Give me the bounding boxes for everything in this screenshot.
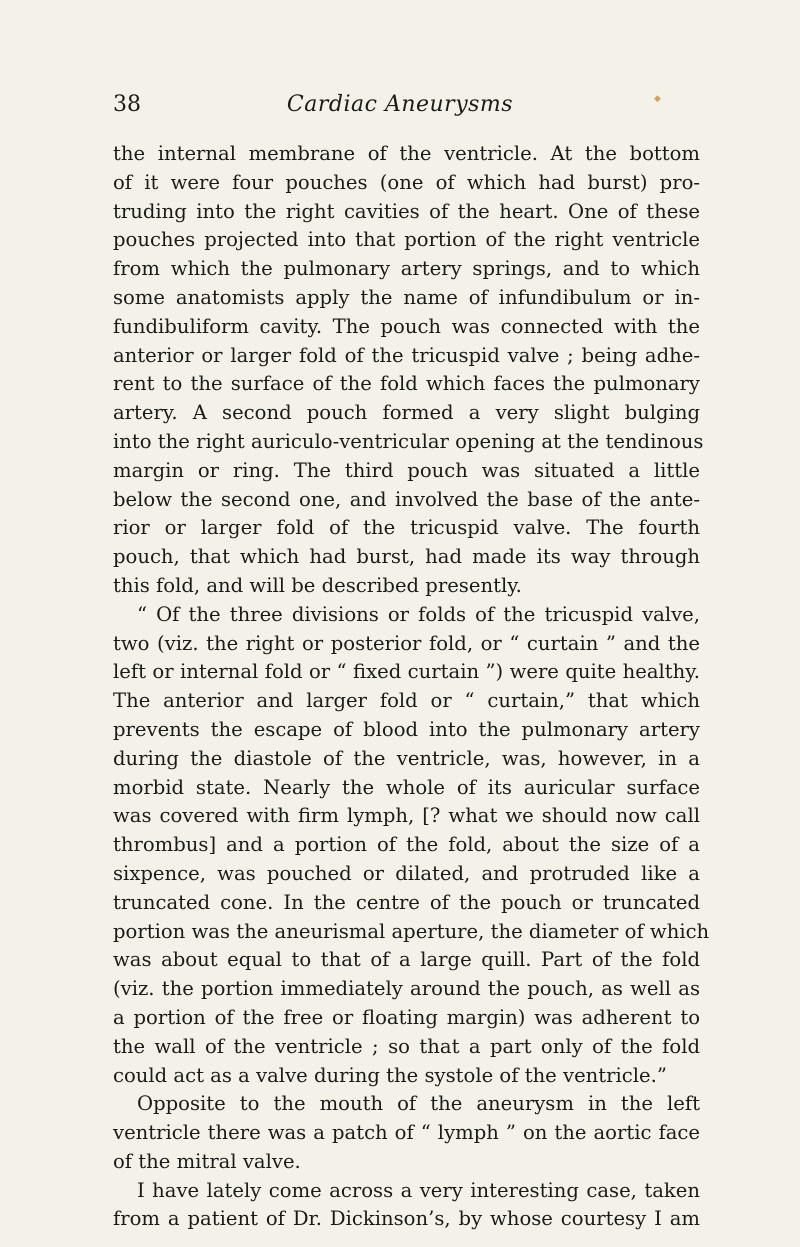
text-line: anterior or larger fold of the tricuspid valve ; being adhe- [113, 343, 700, 367]
ink-speck-mark: ◆ [654, 94, 661, 104]
text-line: was covered with firm lymph, [? what we should now call [113, 804, 700, 828]
text-line: margin or ring. The third pouch was situated a little [113, 458, 700, 482]
text-line: (viz. the portion immediately around the pouch, as well as [113, 977, 700, 1001]
text-line: fundibuliform cavity. The pouch was connected with the [113, 314, 700, 338]
text-line: portion was the aneurismal aperture, the diameter of which [113, 919, 710, 943]
text-line: into the right auriculo-ventricular opening at the tendinous [113, 429, 704, 453]
text-line: truding into the right cavities of the heart. One of these [113, 199, 700, 223]
text-line: of the mitral valve. [113, 1149, 301, 1173]
text-line: some anatomists apply the name of infundibulum or in- [113, 285, 700, 309]
running-title: Cardiac Aneurysms [286, 92, 514, 117]
text-line: this fold, and will be described presently. [113, 573, 522, 597]
text-line: “ Of the three divisions or folds of the tricuspid valve, [137, 602, 700, 626]
text-line: The anterior and larger fold or “ curtain,” that which [113, 689, 700, 713]
text-line: from a patient of Dr. Dickinson’s, by whose courtesy I am [113, 1207, 700, 1231]
text-line: left or internal fold or “ fixed curtain ”) were quite healthy. [113, 660, 700, 684]
text-line: I have lately come across a very interesting case, taken [137, 1178, 700, 1202]
text-line: morbid state. Nearly the whole of its auricular surface [113, 775, 700, 799]
text-line: rior or larger fold of the tricuspid valve. The fourth [113, 516, 700, 540]
page-number: 38 [113, 92, 141, 117]
text-line: could act as a valve during the systole of the ventricle.” [113, 1063, 667, 1087]
text-line: below the second one, and involved the base of the ante- [113, 487, 700, 511]
text-line: from which the pulmonary artery springs, and to which [113, 257, 700, 281]
text-line: pouch, that which had burst, had made its way through [113, 545, 700, 569]
text-line: two (viz. the right or posterior fold, or “ curtain ” and the [113, 631, 700, 655]
text-line: ventricle there was a patch of “ lymph ” on the aortic face [113, 1121, 700, 1145]
text-line: was about equal to that of a large quill. Part of the fold [113, 948, 700, 972]
text-line: sixpence, was pouched or dilated, and protruded like a [113, 861, 700, 885]
text-line: the wall of the ventricle ; so that a part only of the fold [113, 1034, 700, 1058]
text-line: rent to the surface of the fold which faces the pulmonary [113, 372, 700, 396]
text-line: the internal membrane of the ventricle. At the bottom [113, 142, 700, 165]
body-text [113, 140, 710, 1234]
text-line: prevents the escape of blood into the pulmonary artery [113, 717, 700, 741]
text-line: truncated cone. In the centre of the pouch or truncated [113, 890, 700, 914]
text-line: of it were four pouches (one of which had burst) pro- [113, 170, 700, 194]
text-line: Opposite to the mouth of the aneurysm in the left [137, 1092, 700, 1116]
text-line: thrombus] and a portion of the fold, about the size of a [113, 833, 700, 857]
text-line: artery. A second pouch formed a very slight bulging [113, 401, 700, 425]
page-header [0, 92, 800, 122]
text-line: a portion of the free or floating margin) was adherent to [113, 1005, 700, 1029]
text-line: during the diastole of the ventricle, was, however, in a [113, 746, 700, 770]
text-line: pouches projected into that portion of the right ventricle [113, 228, 700, 252]
